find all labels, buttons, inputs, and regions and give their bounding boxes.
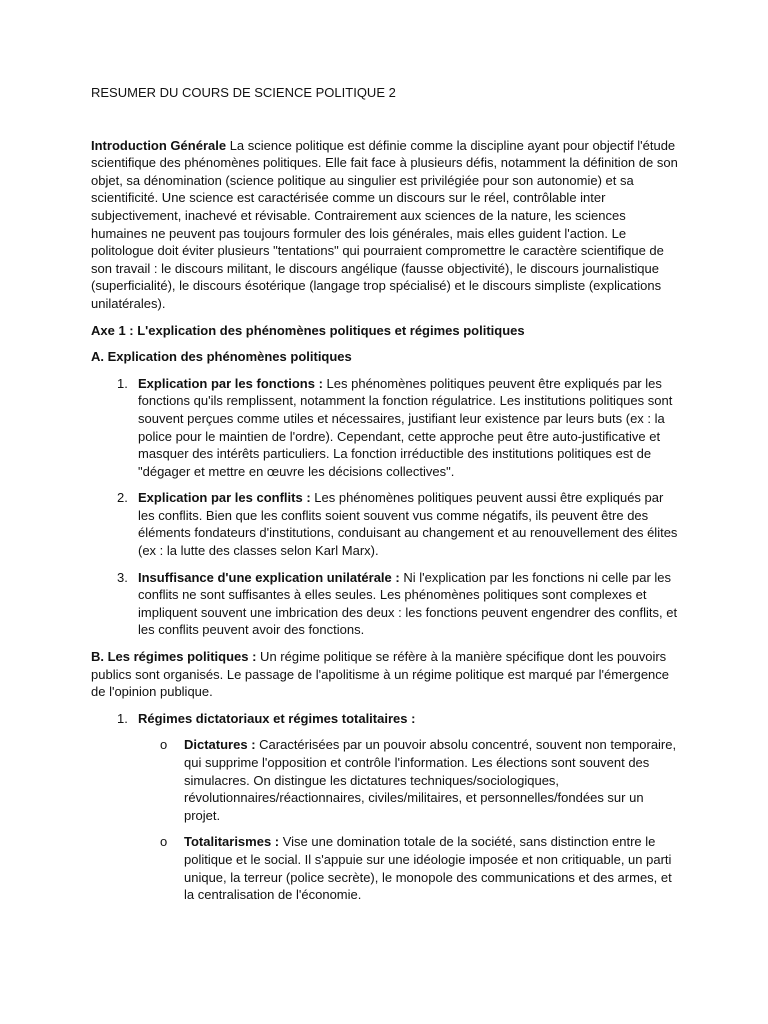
document-title: RESUMER DU COURS DE SCIENCE POLITIQUE 2	[91, 85, 396, 100]
circle-bullet-icon: o	[160, 737, 168, 753]
intro-heading: Introduction Générale	[91, 137, 227, 153]
sublist-item-label: Dictatures :	[184, 737, 256, 753]
list-item-label: Explication par les fonctions :	[138, 375, 323, 391]
sublist-item-label: Totalitarismes :	[184, 834, 280, 850]
list-item-text: Les phénomènes politiques peuvent aussi être expliqués par les conflits. Bien que les conflits soient souvent vus comme négatifs, ils peuvent être des éléments fondateurs d'institutions, conduisant au changement et au renouvellement des élites (ex : la lutte des classes selon Karl Marx).	[138, 490, 678, 559]
list-item-number: 2.	[117, 490, 128, 506]
section-b-text: Un régime politique se réfère à la manière spécifique dont les pouvoirs publics sont organisés. Le passage de l'apolitisme à un régime politique est marqué par l'émergence de l'opinion publique.	[91, 649, 670, 700]
list-item-label: Insuffisance d'une explication unilatérale :	[138, 569, 400, 585]
list-item	[91, 710, 679, 904]
section-b-list	[91, 710, 679, 904]
list-item	[91, 569, 679, 639]
list-item	[91, 489, 679, 559]
intro-paragraph	[91, 137, 679, 313]
list-item-text: Ni l'explication par les fonctions ni celle par les conflits ne sont suffisantes à elles seules. Les phénomènes politiques sont complexes et impliquent souvent une imbrication des deux : les fonctions peuvent engendrer des conflits, et les conflits peuvent avoir des fonctions.	[138, 569, 678, 638]
list-item-number: 1.	[117, 710, 128, 726]
list-item-label: Explication par les conflits :	[138, 490, 311, 506]
list-item-text: Les phénomènes politiques peuvent être expliqués par les fonctions qu'ils remplissent, notamment la fonction régulatrice. Les institutions politiques sont souvent perçues comme utiles et nécessaires, justifiant leur existence par leurs buts (ex : la police pour le maintien de l'ordre). Cependant, cette approche peut être auto-justificative et masquer des intérêts particuliers. La fonction irréductible des institutions politiques est de "dégager et mettre en œuvre les décisions collectives".	[138, 375, 673, 479]
sublist-item-text: Vise une domination totale de la société, sans distinction entre le politique et le social. Il s'appuie sur une idéologie imposée et non critiquable, un parti unique, la terreur (police secrète), le monopole des communications et des armes, et la centralisation de l'économie.	[184, 834, 672, 903]
regimes-sublist	[138, 736, 679, 903]
document-page	[91, 84, 679, 913]
section-b-paragraph	[91, 648, 679, 701]
list-item-number: 3.	[117, 569, 128, 585]
sublist-item	[138, 833, 679, 903]
sublist-item-text: Caractérisées par un pouvoir absolu concentré, souvent non temporaire, qui supprime l'opposition et contrôle l'information. Les élections sont souvent des simulacres. On distingue les dictatures techniques/sociologiques, révolutionnaires/réactionnaires, civiles/militaires, et personnelles/fondées sur un projet.	[184, 737, 677, 823]
section-b-heading: B. Les régimes politiques :	[91, 649, 257, 665]
circle-bullet-icon: o	[160, 834, 168, 850]
list-item	[91, 375, 679, 481]
list-item-number: 1.	[117, 375, 128, 391]
list-item-label: Régimes dictatoriaux et régimes totalitaires :	[138, 710, 416, 726]
sublist-item	[138, 736, 679, 824]
section-a-heading: A. Explication des phénomènes politiques	[91, 349, 352, 365]
intro-text: La science politique est définie comme la discipline ayant pour objectif l'étude scientifique des phénomènes politiques. Elle fait face à plusieurs défis, notamment la définition de son objet, sa dénomination (science politique au singulier est privilégiée pour son autonomie) et sa scientificité. Une science est caractérisée comme un discours sur le réel, contrôlable inter subjectivement, inachevé et révisable. Contrairement aux sciences de la nature, les sciences humaines ne peuvent pas toujours formuler des lois générales, mais elles guident l'action. Le politologue doit éviter plusieurs "tentations" qui pourraient compromettre le caractère scientifique de son travail : le discours militant, le discours angélique (fausse objectivité), le discours journalistique (superficialité), le discours ésotérique (langage trop spécialisé) et le discours simpliste (explications unilatérales).	[91, 137, 678, 311]
axe1-heading: Axe 1 : L'explication des phénomènes politiques et régimes politiques	[91, 322, 525, 338]
section-a-list	[91, 375, 679, 639]
